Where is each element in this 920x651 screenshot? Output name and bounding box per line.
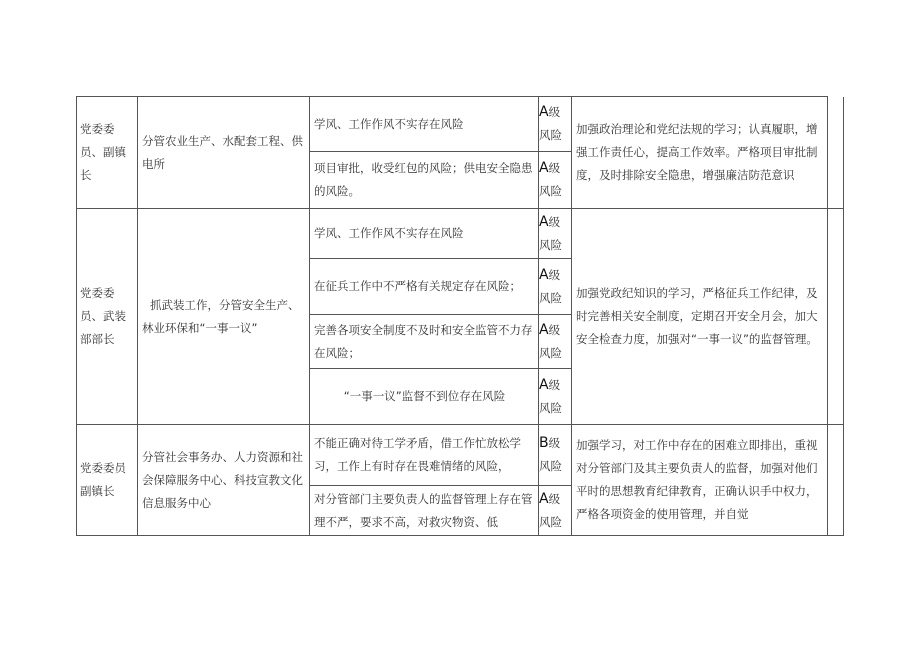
gutter-cell (828, 97, 844, 209)
risk-level-text: 级风险 (539, 267, 562, 305)
risk-level-cell (539, 209, 572, 259)
measure-text: 加强党政纪知识的学习，严格征兵工作纪律，及时完善相关安全制度，定期召开安全月会，加大安全检查力度，加强对“一事一议”的监督管理。 (576, 286, 818, 346)
duties-cell (138, 97, 310, 209)
measure-cell (572, 209, 828, 425)
risk-level-letter: A (539, 490, 549, 507)
risk-text: 项目审批，收受红包的风险；供电安全隐患的风险。 (314, 161, 533, 198)
role-text: 党委委员、副镇长 (80, 122, 126, 182)
role-cell (77, 97, 138, 209)
risk-level-cell (539, 369, 572, 425)
measure-cell (572, 97, 828, 209)
risk-level-text: 级风险 (539, 214, 562, 252)
measure-text: 加强政治理论和党纪法规的学习；认真履职，增强工作责任心，提高工作效率。严格项目审批制度，及时排除安全隐患，增强廉洁防范意识 (576, 122, 818, 182)
risk-cell (310, 486, 539, 536)
risk-level-letter: A (539, 213, 549, 230)
risk-text: 学风、工作作风不实存在风险 (314, 226, 464, 240)
risk-cell (310, 369, 539, 425)
risk-level-letter: A (539, 104, 549, 120)
role-cell (77, 425, 138, 536)
measure-cell (572, 425, 828, 536)
risk-level-text: 级风险 (539, 105, 562, 142)
duties-text: 抓武装工作，分管安全生产、林业环保和“一事一议” (142, 297, 300, 335)
risk-level-text: 级风险 (539, 436, 562, 473)
risk-level-cell (539, 425, 572, 486)
risk-level-cell (539, 259, 572, 315)
duties-cell (138, 209, 310, 425)
duty-risk-table (76, 96, 844, 536)
duties-text: 分管社会事务办、人力资源和社会保障服务中心、科技宣教文化信息服务中心 (142, 449, 303, 510)
duty-risk-table-container (76, 96, 844, 536)
risk-level-cell (539, 97, 572, 152)
role-text: 党委委员、武装部部长 (80, 286, 126, 346)
gutter-cell (828, 425, 844, 536)
risk-text: “一事一议”监督不到位存在风险 (343, 389, 506, 403)
risk-level-cell (539, 152, 572, 209)
risk-level-letter: A (539, 266, 549, 283)
role-text: 党委委员副镇长 (80, 461, 126, 498)
risk-cell (310, 152, 539, 209)
risk-text: 在征兵工作中不严格有关规定存在风险； (314, 279, 521, 293)
risk-level-cell (539, 486, 572, 536)
risk-cell (310, 425, 539, 486)
table-row (77, 209, 844, 259)
risk-text: 不能正确对待工学矛盾，借工作忙放松学习，工作上有时存在畏难情绪的风险， (314, 436, 521, 473)
table-row (77, 97, 844, 152)
role-cell (77, 209, 138, 425)
gutter-cell (828, 209, 844, 425)
risk-text: 完善各项安全制度不及时和安全监管不力存在风险； (314, 322, 533, 360)
risk-text: 对分管部门主要负责人的监督管理上存在管理不严，要求不高，对救灾物资、低 (314, 491, 533, 529)
risk-level-text: 级风险 (539, 161, 562, 198)
risk-level-letter: A (539, 376, 549, 393)
risk-text: 学风、工作作风不实存在风险 (314, 116, 464, 131)
risk-level-letter: A (539, 160, 549, 176)
duties-text: 分管农业生产、水配套工程、供电所 (142, 133, 303, 171)
risk-level-letter: B (539, 435, 549, 451)
risk-cell (310, 315, 539, 369)
risk-level-text: 级风险 (539, 377, 562, 415)
duties-cell (138, 425, 310, 536)
risk-level-cell (539, 315, 572, 369)
risk-cell (310, 259, 539, 315)
risk-level-letter: A (539, 321, 549, 338)
measure-text: 加强学习，对工作中存在的困难立即排出，重视对分管部门及其主要负责人的监督，加强对他们平时的思想教育纪律教育，正确认识手中权力，严格各项资金的使用管理，并自觉 (576, 438, 818, 521)
table-row (77, 425, 844, 486)
risk-cell (310, 97, 539, 152)
risk-level-text: 级风险 (539, 491, 562, 529)
risk-cell (310, 209, 539, 259)
risk-level-text: 级风险 (539, 322, 562, 360)
